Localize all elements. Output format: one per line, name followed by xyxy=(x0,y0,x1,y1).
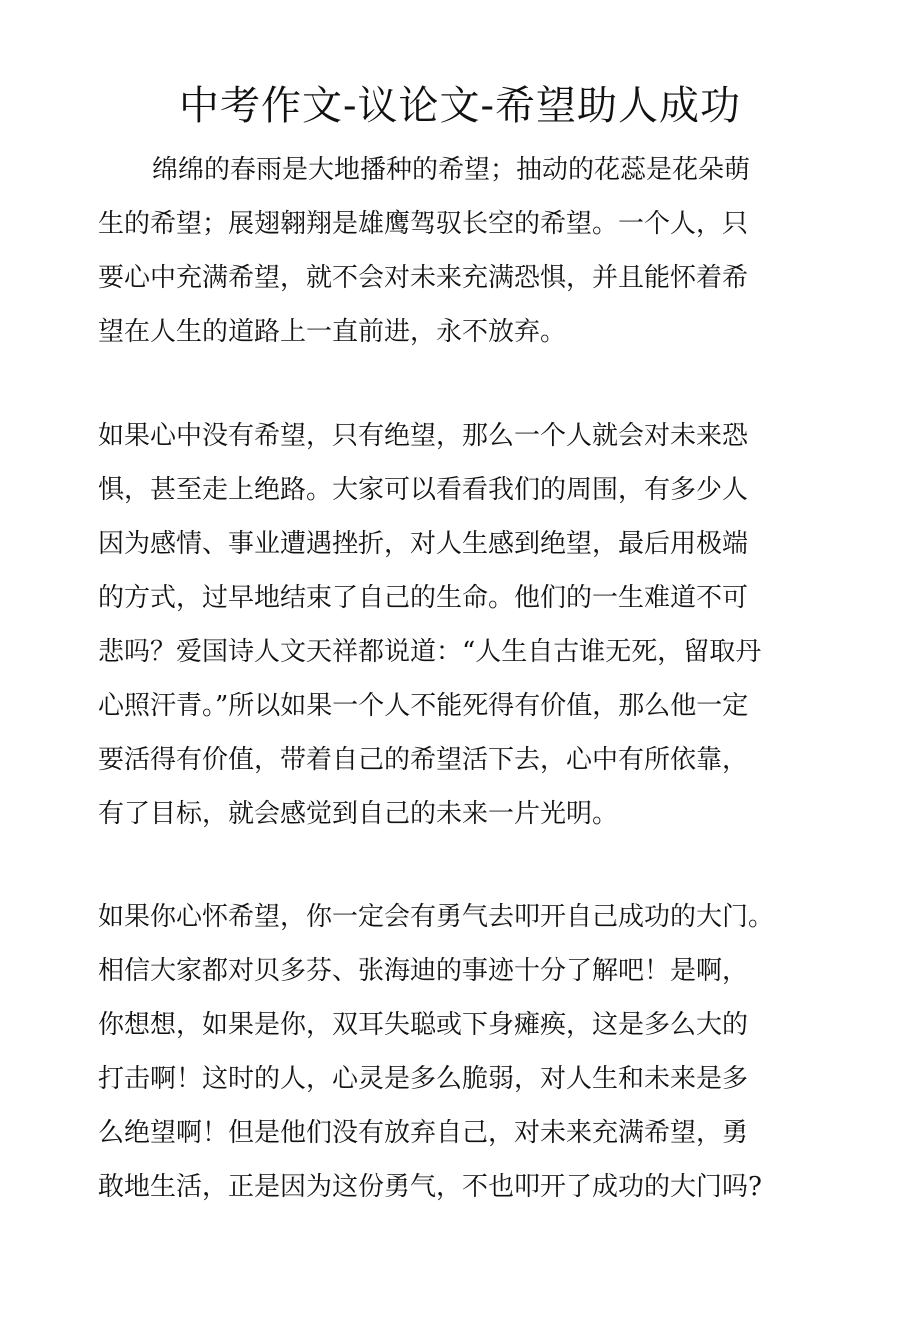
text-line: 生的希望；展翅翱翔是雄鹰驾驭长空的希望。一个人，只 xyxy=(98,209,749,239)
text-line: 心照汗青。”所以如果一个人不能死得有价值，那么他一定 xyxy=(98,691,749,721)
text-line: 相信大家都对贝多芬、张海迪的事迹十分了解吧！是啊， xyxy=(98,956,749,986)
text-line: 望在人生的道路上一直前进，永不放弃。 xyxy=(98,317,567,347)
document-title: 中考作文-议论文-希望助人成功 xyxy=(178,83,742,129)
paragraph-1 xyxy=(98,143,818,359)
text-line: 你想想，如果是你，双耳失聪或下身瘫痪，这是多么大的 xyxy=(98,1010,749,1040)
text-line: 绵绵的春雨是大地播种的希望；抽动的花蕊是花朵萌 xyxy=(152,155,751,185)
text-line: 因为感情、事业遭遇挫折，对人生感到绝望，最后用极端 xyxy=(98,529,749,559)
text-line: 么绝望啊！但是他们没有放弃自己，对未来充满希望，勇 xyxy=(98,1118,749,1148)
text-line: 的方式，过早地结束了自己的生命。他们的一生难道不可 xyxy=(98,583,749,613)
text-line: 有了目标，就会感觉到自己的未来一片光明。 xyxy=(98,799,619,829)
text-line: 如果你心怀希望，你一定会有勇气去叩开自己成功的大门。 xyxy=(98,902,775,932)
text-line: 敢地生活，正是因为这份勇气，不也叩开了成功的大门吗? xyxy=(98,1172,762,1202)
text-line: 惧，甚至走上绝路。大家可以看看我们的周围，有多少人 xyxy=(98,475,749,505)
text-line: 悲吗？爱国诗人文天祥都说道：“人生自古谁无死，留取丹 xyxy=(98,637,762,667)
text-line: 要活得有价值，带着自己的希望活下去，心中有所依靠， xyxy=(98,745,749,775)
text-line: 要心中充满希望，就不会对未来充满恐惧，并且能怀着希 xyxy=(98,263,749,293)
paragraph-3 xyxy=(98,890,818,1214)
text-line: 打击啊！这时的人，心灵是多么脆弱，对人生和未来是多 xyxy=(98,1064,749,1094)
paragraph-2 xyxy=(98,409,818,841)
text-line: 如果心中没有希望，只有绝望，那么一个人就会对未来恐 xyxy=(98,421,749,451)
